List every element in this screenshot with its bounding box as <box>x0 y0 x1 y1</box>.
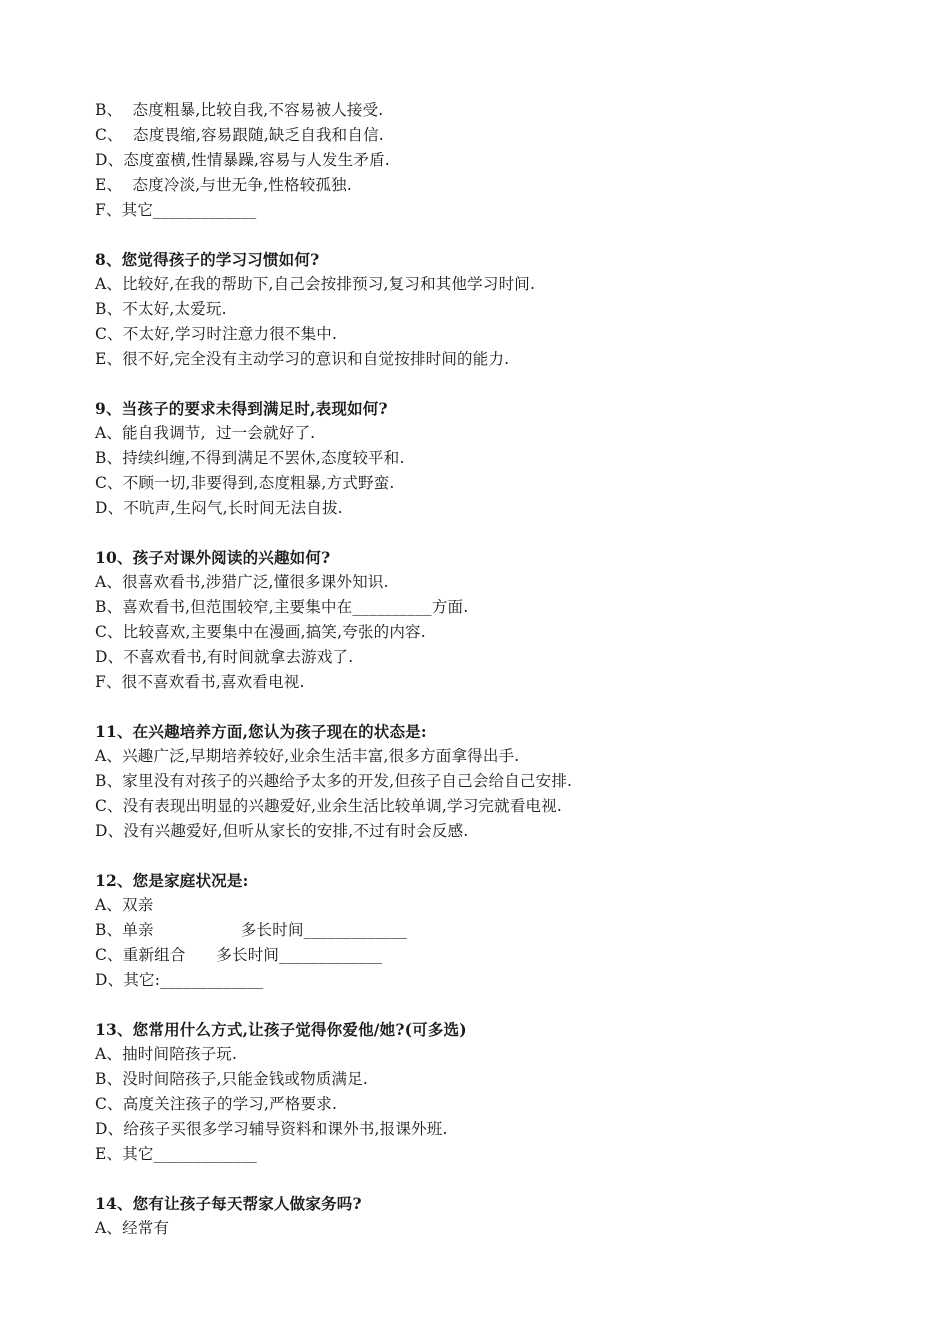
question-12-title: 12、您是家庭状况是: <box>95 871 249 890</box>
option-12-d: D、其它:_____________ <box>95 971 264 989</box>
spacer <box>95 372 875 396</box>
question-11-title: 11、在兴趣培养方面,您认为孩子现在的状态是: <box>95 722 427 741</box>
option-8-b: B、不太好,太爱玩. <box>95 300 227 318</box>
option-7-d: D、态度蛮横,性情暴躁,容易与人发生矛盾. <box>95 151 390 169</box>
question-10 <box>95 545 875 695</box>
option-8-e: E、很不好,完全没有主动学习的意识和自觉按排时间的能力. <box>95 350 510 368</box>
question-7-options <box>95 98 875 223</box>
question-13 <box>95 1017 875 1167</box>
question-14 <box>95 1191 875 1241</box>
option-11-b: B、家里没有对孩子的兴趣给予太多的开发,但孩子自己会给自己安排. <box>95 772 573 790</box>
option-10-b: B、喜欢看书,但范围较窄,主要集中在__________方面. <box>95 598 469 616</box>
option-13-d: D、给孩子买很多学习辅导资料和课外书,报课外班. <box>95 1120 448 1138</box>
question-12 <box>95 868 875 993</box>
option-14-a: A、经常有 <box>95 1219 170 1237</box>
option-13-e: E、其它_____________ <box>95 1145 257 1163</box>
question-8-title: 8、您觉得孩子的学习习惯如何? <box>95 250 320 269</box>
question-14-title: 14、您有让孩子每天帮家人做家务吗? <box>95 1194 362 1213</box>
option-9-c: C、不顾一切,非要得到,态度粗暴,方式野蛮. <box>95 474 395 492</box>
option-10-f: F、很不喜欢看书,喜欢看电视. <box>95 673 305 691</box>
spacer <box>95 695 875 719</box>
questionnaire-page <box>95 98 875 1241</box>
spacer <box>95 223 875 247</box>
option-13-b: B、没时间陪孩子,只能金钱或物质满足. <box>95 1070 369 1088</box>
option-8-a: A、比较好,在我的帮助下,自己会按排预习,复习和其他学习时间. <box>95 275 536 293</box>
option-12-c: C、重新组合 多长时间_____________ <box>95 946 383 964</box>
question-9 <box>95 396 875 521</box>
question-9-title: 9、当孩子的要求未得到满足时,表现如何? <box>95 399 388 418</box>
option-10-d: D、不喜欢看书,有时间就拿去游戏了. <box>95 648 354 666</box>
option-7-e: E、 态度冷淡,与世无争,性格较孤独. <box>95 176 352 194</box>
spacer <box>95 521 875 545</box>
question-8 <box>95 247 875 372</box>
option-11-c: C、没有表现出明显的兴趣爱好,业余生活比较单调,学习完就看电视. <box>95 797 563 815</box>
option-13-c: C、高度关注孩子的学习,严格要求. <box>95 1095 338 1113</box>
option-7-f: F、其它_____________ <box>95 201 257 219</box>
question-10-title: 10、孩子对课外阅读的兴趣如何? <box>95 548 331 567</box>
spacer <box>95 1167 875 1191</box>
option-7-b: B、 态度粗暴,比较自我,不容易被人接受. <box>95 101 384 119</box>
question-13-title: 13、您常用什么方式,让孩子觉得你爱他/她?(可多选) <box>95 1020 467 1039</box>
option-9-a: A、能自我调节, 过一会就好了. <box>95 424 316 442</box>
option-12-a: A、双亲 <box>95 896 154 914</box>
option-10-a: A、很喜欢看书,涉猎广泛,懂很多课外知识. <box>95 573 389 591</box>
option-7-c: C、 态度畏缩,容易跟随,缺乏自我和自信. <box>95 126 384 144</box>
option-8-c: C、不太好,学习时注意力很不集中. <box>95 325 338 343</box>
option-10-c: C、比较喜欢,主要集中在漫画,搞笑,夸张的内容. <box>95 623 426 641</box>
option-9-b: B、持续纠缠,不得到满足不罢休,态度较平和. <box>95 449 405 467</box>
option-13-a: A、抽时间陪孩子玩. <box>95 1045 238 1063</box>
option-11-a: A、兴趣广泛,早期培养较好,业余生活丰富,很多方面拿得出手. <box>95 747 520 765</box>
option-11-d: D、没有兴趣爱好,但听从家长的安排,不过有时会反感. <box>95 822 469 840</box>
spacer <box>95 993 875 1017</box>
option-12-b: B、单亲 多长时间_____________ <box>95 921 407 939</box>
spacer <box>95 844 875 868</box>
question-11 <box>95 719 875 844</box>
option-9-d: D、不吭声,生闷气,长时间无法自拔. <box>95 499 343 517</box>
